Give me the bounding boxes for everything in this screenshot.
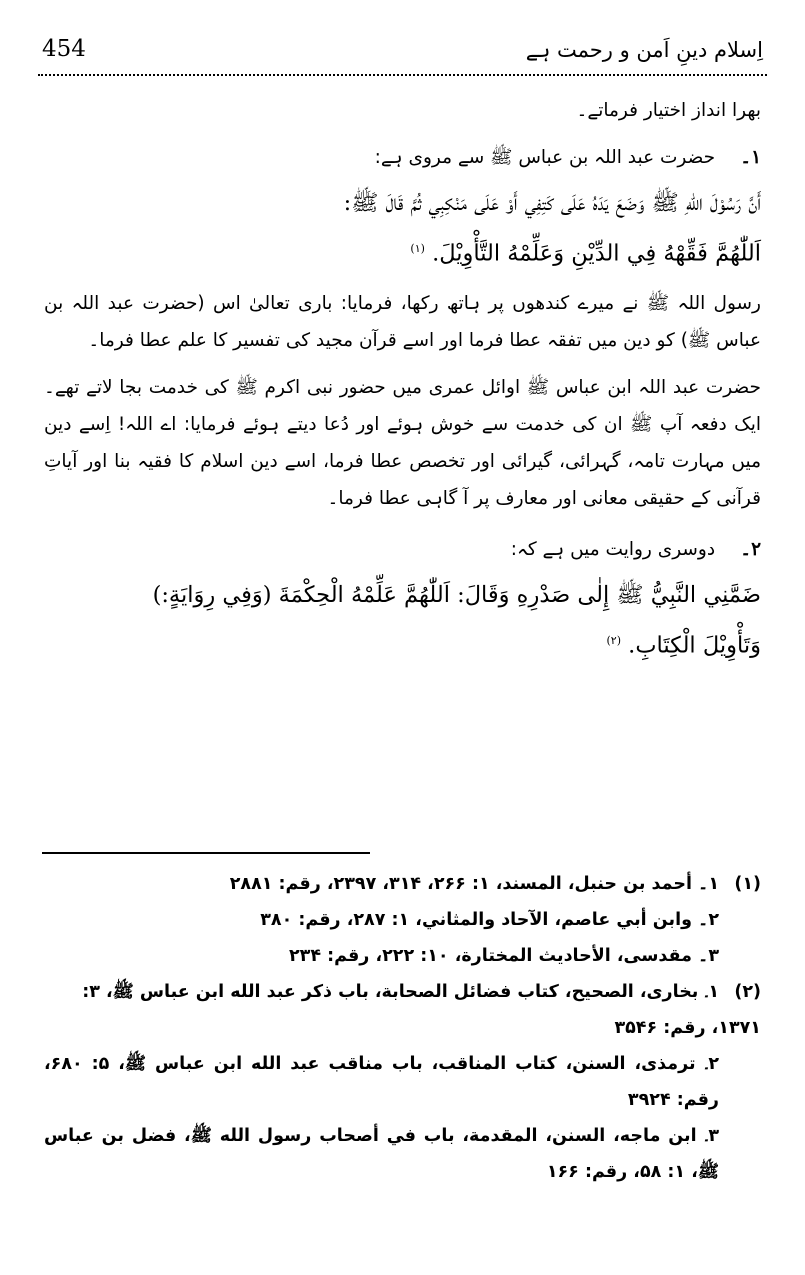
footnote-1-line1: ۱۔ أحمد بن حنبل، المسند، ۱: ۲۶۶، ۳۱۴، ۲۳۹۷، رقم: ۲۸۸۱ bbox=[229, 874, 719, 894]
item1-commentary: حضرت عبد اللہ ابن عباس ﷺ اوائل عمری میں حضور نبی اکرم ﷺ کی خدمت بجا لاتے تھے۔ ایک دفعہ آپ ﷺ ان کی خدمت سے خوش ہوئے اور دُعا دیتے ہوئے فرمایا: اے اللہ! اِسے دین میں مہارت تامہ، گہرائی، گیرائی اور تخصص عطا فرما، اسے دین اسلام کا فقیہ بنا اور آیاتِ قرآنی کے حقیقی معانی اور معارف پر آ گاہی عطا فرما۔ bbox=[44, 376, 761, 509]
footnote-2-marker: (۲) bbox=[734, 982, 761, 1002]
item1-heading bbox=[44, 139, 761, 176]
running-title: اِسلام دینِ اَمن و رحمت ہے bbox=[525, 38, 763, 62]
footnote-2-line2: ۲۔ ترمذی، السنن، كتاب المناقب، باب مناقب عبد الله ابن عباس ﷺ، ۵: ۶۸۰، رقم: ۳۹۲۴ bbox=[44, 1054, 720, 1110]
item1-lead: حضرت عبد اللہ بن عباس ﷺ سے مروی ہے: bbox=[374, 147, 716, 168]
footnote-1-marker: (۱) bbox=[734, 874, 761, 894]
page-number: 454 bbox=[42, 36, 86, 62]
item2-heading bbox=[44, 531, 761, 568]
item1-translation: رسول اللہ ﷺ نے میرے کندھوں پر ہاتھ رکھا، فرمایا: باری تعالیٰ اس (حضرت عبد اللہ بن عباس ﷺ) کو دین میں تفقہ عطا فرما اور اسے قرآن مجید کی تفسیر کا علم عطا فرما۔ bbox=[44, 292, 761, 351]
footnote-2 bbox=[44, 974, 761, 1190]
footnote-2-line3: ۳۔ ابن ماجه، السنن، المقدمة، باب في أصحاب رسول الله ﷺ، فضل بن عباس ﷺ، ۱: ۵۸، رقم: ۱۶۶ bbox=[44, 1126, 719, 1182]
item2-arabic-line1: ضَمَّنِي النَّبِيُّ ﷺ إِلٰى صَدْرِهِ وَقَالَ: اَللّٰهُمَّ عَلِّمْهُ الْحِكْمَةَ (وَفِي رِوَايَةٍ:) bbox=[152, 581, 761, 608]
main-text bbox=[44, 92, 761, 676]
item1-footnote-ref: (۱) bbox=[410, 242, 425, 255]
header-dotted-rule bbox=[38, 74, 767, 76]
item1-arabic-hadith bbox=[44, 180, 761, 277]
item1-arabic-line1: أَنَّ رَسُوْلَ اللهِ ﷺ وَضَعَ يَدَهُ عَلَى كَتِفِي أَوْ عَلَى مَنْكِبِي ثُمَّ قَالَ ﷺ: bbox=[343, 190, 761, 216]
item2-arabic-hadith bbox=[44, 572, 761, 669]
intro-line: بھرا انداز اختیار فرماتے۔ bbox=[576, 100, 761, 121]
page-header bbox=[38, 32, 767, 72]
item1-arabic-line2: اَللّٰهُمَّ فَقِّهْهُ فِي الدِّيْنِ وَعَلِّمْهُ التَّأْوِيْلَ. bbox=[432, 240, 761, 267]
item2-arabic-line2: وَتَأْوِيْلَ الْكِتَابِ. bbox=[628, 632, 761, 658]
footnote-1 bbox=[44, 866, 761, 974]
item2-lead: دوسری روایت میں ہے کہ: bbox=[510, 538, 716, 560]
item2-footnote-ref: (۲) bbox=[606, 633, 622, 647]
item1-number: ۱۔ bbox=[740, 147, 761, 168]
footnote-2-line1: ۱۔ بخاری، الصحيح، كتاب فضائل الصحابة، باب ذكر عبد الله ابن عباس ﷺ، ۳: ۱۳۷۱، رقم: ۳۵۴۶ bbox=[82, 982, 761, 1038]
item2-number: ۲۔ bbox=[740, 538, 761, 560]
footnotes bbox=[44, 866, 761, 1190]
footnote-1-line2: ۲۔ وابن أبي عاصم، الآحاد والمثاني، ۱: ۲۸۷، رقم: ۳۸۰ bbox=[260, 910, 719, 930]
footnote-separator bbox=[42, 852, 370, 854]
footnote-1-line3: ۳۔ مقدسی، الأحاديث المختارة، ۱۰: ۲۲۲، رقم: ۲۳۴ bbox=[288, 946, 719, 966]
